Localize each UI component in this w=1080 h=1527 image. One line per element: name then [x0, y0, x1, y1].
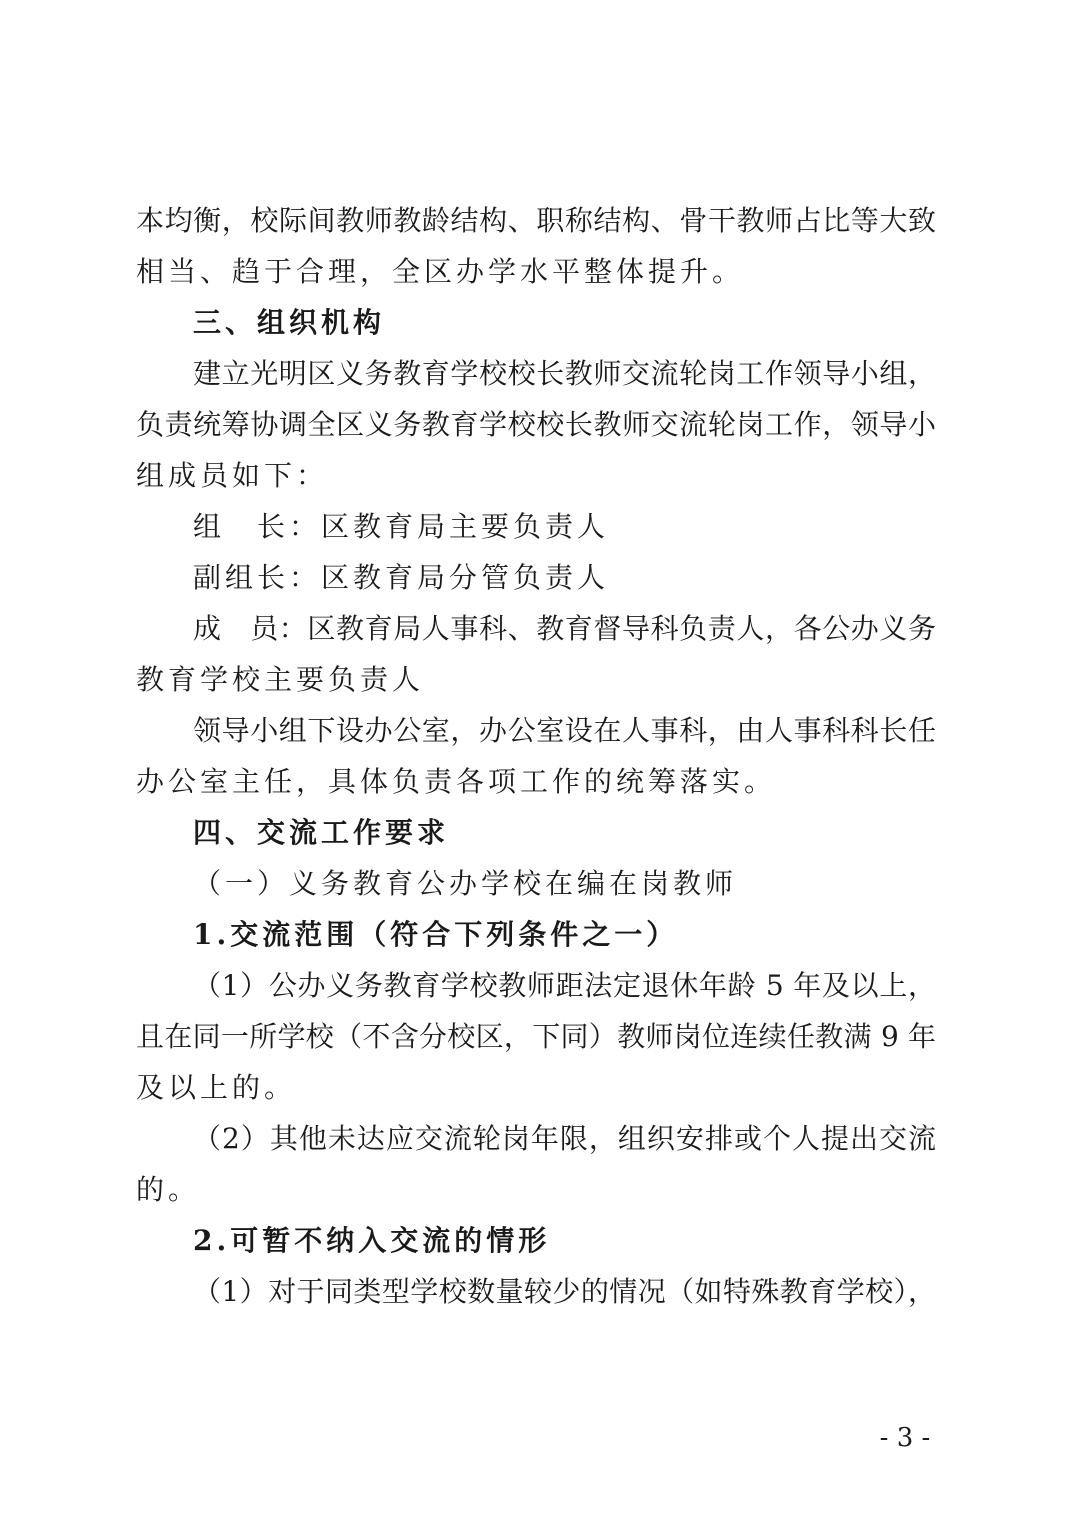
section-heading-requirements: 四、交流工作要求: [193, 816, 450, 849]
section-heading-organization: 三、组织机构: [193, 306, 386, 339]
paragraph-line: （2）其他未达应交流轮岗年限，组织安排或个人提出交流: [193, 1122, 936, 1155]
paragraph-line: 的。: [136, 1173, 201, 1206]
paragraph-line: 办公室主任，具体负责各项工作的统筹落实。: [136, 765, 777, 798]
member-deputy-line: 副组长：区教育局分管负责人: [193, 561, 610, 594]
member-leader-line: 组 长：区教育局主要负责人: [193, 510, 610, 543]
page-number: - 3 -: [879, 1423, 931, 1453]
item-heading-scope: 1.交流范围（符合下列条件之一）: [193, 918, 679, 951]
paragraph-line: 相当、趋于合理，全区办学水平整体提升。: [136, 255, 745, 288]
paragraph-line: 及以上的。: [136, 1071, 297, 1104]
paragraph-line: 负责统筹协调全区义务教育学校校长教师交流轮岗工作，领导小: [136, 408, 936, 441]
paragraph-line: （1）公办义务教育学校教师距法定退休年龄 5 年及以上，: [193, 969, 936, 1002]
paragraph-line: 建立光明区义务教育学校校长教师交流轮岗工作领导小组，: [193, 357, 936, 390]
item-heading-exemptions: 2.可暂不纳入交流的情形: [193, 1224, 551, 1257]
paragraph-line: 领导小组下设办公室，办公室设在人事科，由人事科科长任: [193, 714, 936, 747]
paragraph-line: 组成员如下：: [136, 459, 329, 492]
paragraph-line: 且在同一所学校（不含分校区，下同）教师岗位连续任教满 9 年: [136, 1020, 936, 1053]
member-members-line: 成 员：区教育局人事科、教育督导科负责人，各公办义务: [193, 612, 936, 645]
subsection-heading-teachers: （一）义务教育公办学校在编在岗教师: [193, 867, 738, 900]
paragraph-line: 本均衡，校际间教师教龄结构、职称结构、骨干教师占比等大致: [136, 204, 936, 237]
paragraph-line: （1）对于同类型学校数量较少的情况（如特殊教育学校），: [193, 1275, 936, 1308]
paragraph-line: 教育学校主要负责人: [136, 663, 425, 696]
